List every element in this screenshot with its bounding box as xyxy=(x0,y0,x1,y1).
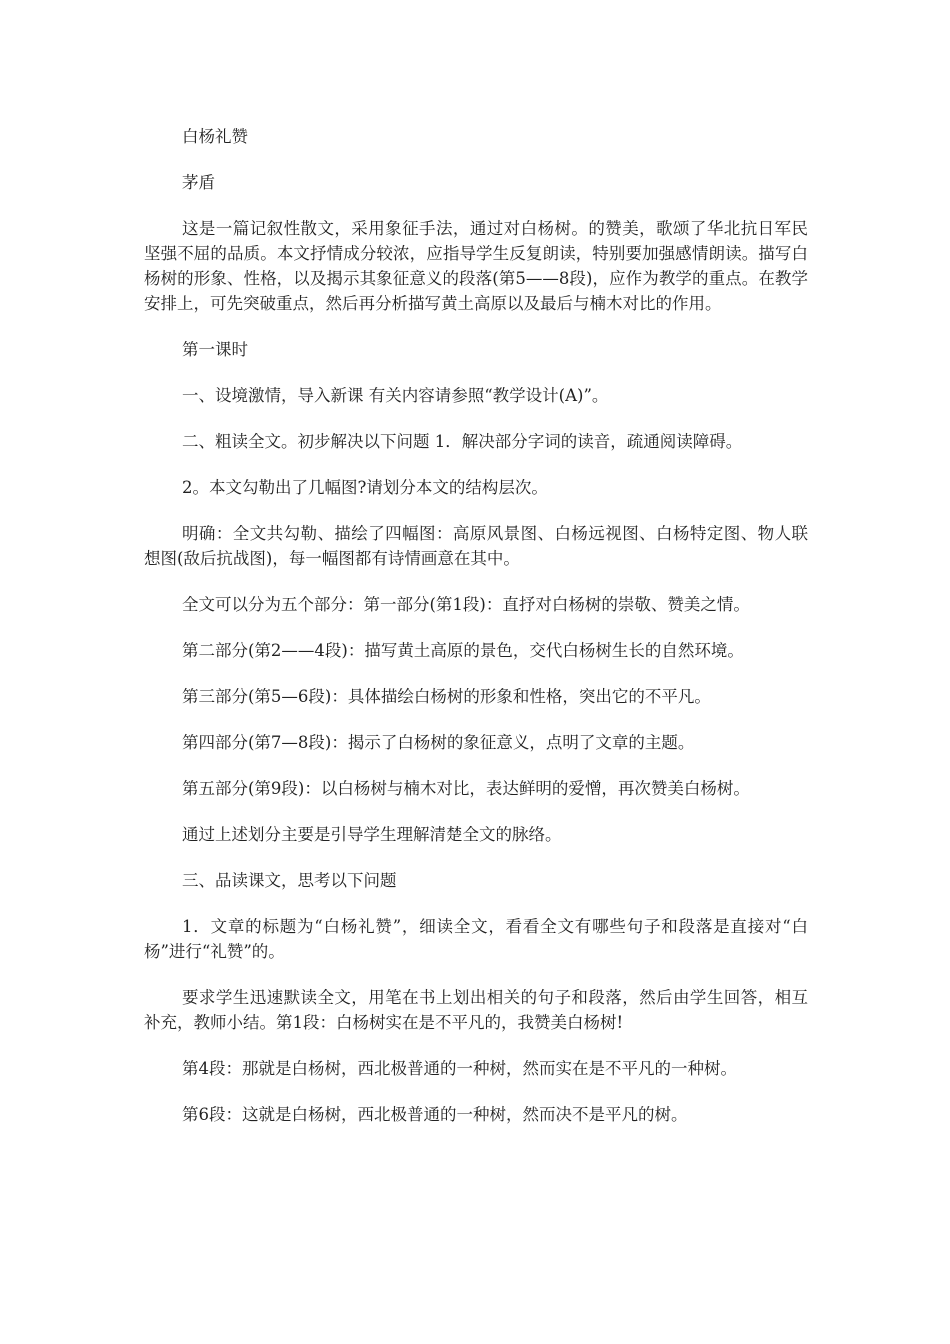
paragraph: 第二部分(第2——4段)：描写黄土高原的景色，交代白杨树生长的自然环境。 xyxy=(182,641,744,660)
paragraph: 通过上述划分主要是引导学生理解清楚全文的脉络。 xyxy=(182,825,562,844)
paragraph: 1．文章的标题为“白杨礼赞”，细读全文，看看全文有哪些句子和段落是直接对“白杨”进行“礼赞”的。 xyxy=(144,917,808,961)
document-author: 茅盾 xyxy=(182,173,215,192)
section-heading: 三、品读课文，思考以下问题 xyxy=(182,871,397,890)
paragraph: 2。本文勾勒出了几幅图?请划分本文的结构层次。 xyxy=(182,478,548,497)
paragraph: 明确：全文共勾勒、描绘了四幅图：高原风景图、白杨远视图、白杨特定图、物人联想图(敌后抗战图)，每一幅图都有诗情画意在其中。 xyxy=(144,524,808,568)
paragraph: 第三部分(第5—6段)：具体描绘白杨树的形象和性格，突出它的不平凡。 xyxy=(182,687,711,706)
document-title: 白杨礼赞 xyxy=(182,127,248,146)
paragraph: 二、粗读全文。初步解决以下问题 1．解决部分字词的读音，疏通阅读障碍。 xyxy=(182,432,743,451)
paragraph: 第4段：那就是白杨树，西北极普通的一种树，然而实在是不平凡的一种树。 xyxy=(182,1059,737,1078)
paragraph: 要求学生迅速默读全文，用笔在书上划出相关的句子和段落，然后由学生回答，相互补充，教师小结。第1段：白杨树实在是不平凡的，我赞美白杨树! xyxy=(144,988,808,1032)
paragraph: 全文可以分为五个部分：第一部分(第1段)：直抒对白杨树的崇敬、赞美之情。 xyxy=(182,595,750,614)
paragraph: 第四部分(第7—8段)：揭示了白杨树的象征意义，点明了文章的主题。 xyxy=(182,733,695,752)
paragraph: 一、设境激情，导入新课 有关内容请参照“教学设计(A)”。 xyxy=(182,386,609,405)
paragraph: 第6段：这就是白杨树，西北极普通的一种树，然而决不是平凡的树。 xyxy=(182,1105,688,1124)
section-heading: 第一课时 xyxy=(182,340,248,359)
paragraph: 这是一篇记叙性散文，采用象征手法，通过对白杨树。的赞美，歌颂了华北抗日军民坚强不屈的品质。本文抒情成分较浓，应指导学生反复朗读，特别要加强感情朗读。描写白杨树的形象、性格，以及揭示其象征意义的段落(第5——8段)，应作为教学的重点。在教学安排上，可先突破重点，然后再分析描写黄土高原以及最后与楠木对比的作用。 xyxy=(144,219,808,313)
document-page xyxy=(144,124,808,1148)
paragraph: 第五部分(第9段)：以白杨树与楠木对比，表达鲜明的爱憎，再次赞美白杨树。 xyxy=(182,779,750,798)
